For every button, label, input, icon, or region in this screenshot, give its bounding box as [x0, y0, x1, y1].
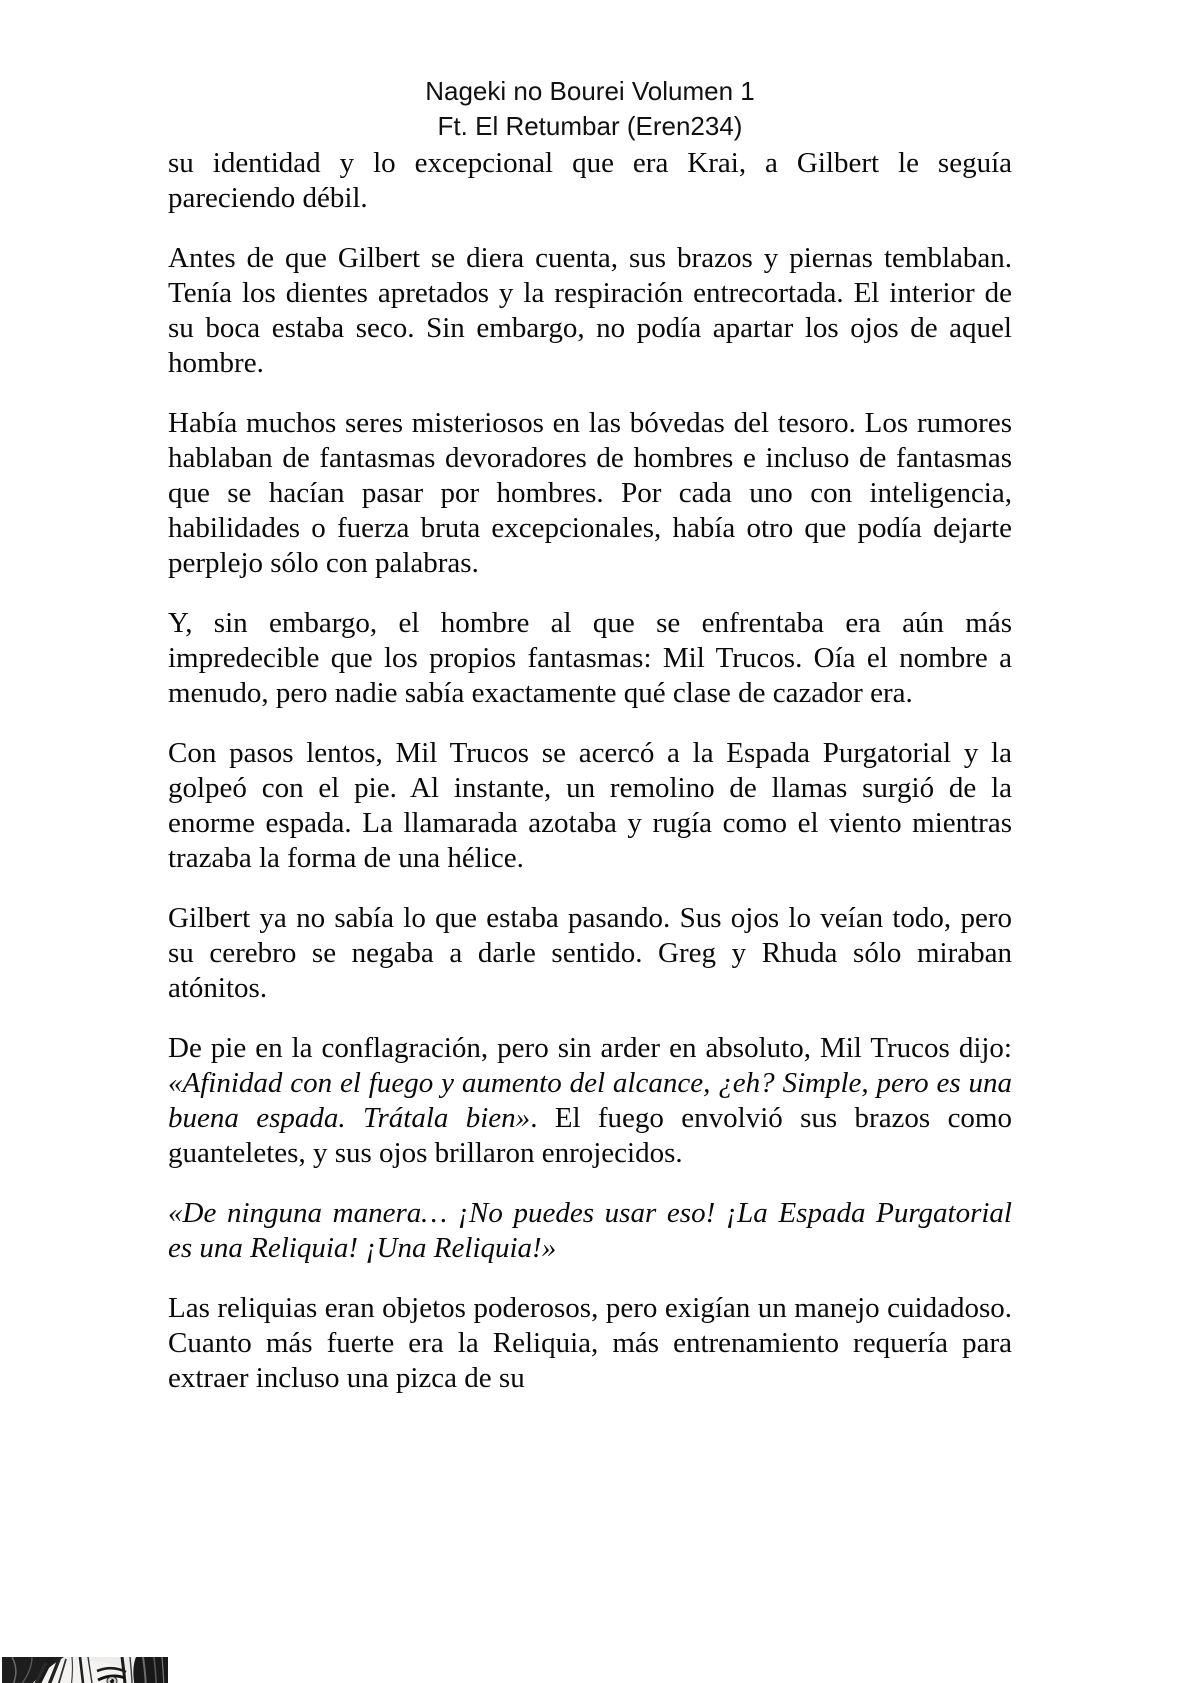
- document-title: Nageki no Bourei Volumen 1: [425, 76, 755, 106]
- text-segment: Y, sin embargo, el hombre al que se enfrentaba era aún más impredecible que los propios fantasmas: Mil Trucos. Oía el nombre a menudo, pero nadie sabía exactamente qué clase de cazador era.: [168, 607, 1012, 709]
- text-segment-italic: «De ninguna manera… ¡No puedes usar eso! ¡La Espada Purgatorial es una Reliquia! ¡Una Reliquia!»: [168, 1197, 1012, 1264]
- paragraph-8: [168, 1196, 1012, 1266]
- text-segment: Gilbert ya no sabía lo que estaba pasando. Sus ojos lo veían todo, pero su cerebro se negaba a darle sentido. Greg y Rhuda sólo miraban atónitos.: [168, 902, 1012, 1004]
- text-segment: De pie en la conflagración, pero sin arder en absoluto, Mil Trucos dijo:: [168, 1032, 1012, 1064]
- paragraph-5: [168, 736, 1012, 876]
- manga-face-illustration: [2, 1657, 168, 1683]
- paragraph-3: [168, 406, 1012, 581]
- paragraph-6: [168, 901, 1012, 1006]
- paragraph-2: [168, 241, 1012, 381]
- body-text: [168, 146, 1012, 1396]
- text-segment: Con pasos lentos, Mil Trucos se acercó a la Espada Purgatorial y la golpeó con el pie. Al instante, un remolino de llamas surgió de la enorme espada. La llamarada azotaba y rugía como el viento mientras trazaba la forma de una hélice.: [168, 737, 1012, 874]
- document-page: [0, 74, 1190, 1683]
- text-segment: . El fuego envolvió sus brazos como guanteletes, y sus ojos brillaron enrojecidos.: [168, 1102, 1012, 1169]
- paragraph-9: [168, 1291, 1012, 1396]
- paragraph-7: [168, 1031, 1012, 1171]
- page-header: [168, 74, 1012, 144]
- paragraph-1: [168, 146, 1012, 216]
- text-segment: Había muchos seres misteriosos en las bóvedas del tesoro. Los rumores hablaban de fantasmas devoradores de hombres e incluso de fantasmas que se hacían pasar por hombres. Por cada uno con inteligencia, habilidades o fuerza bruta excepcionales, había otro que podía dejarte perplejo sólo con palabras.: [168, 407, 1012, 579]
- text-segment: Antes de que Gilbert se diera cuenta, sus brazos y piernas temblaban. Tenía los dientes apretados y la respiración entrecortada. El interior de su boca estaba seco. Sin embargo, no podía apartar los ojos de aquel hombre.: [168, 242, 1012, 379]
- document-subtitle: Ft. El Retumbar (Eren234): [437, 111, 743, 141]
- text-segment: Las reliquias eran objetos poderosos, pero exigían un manejo cuidadoso. Cuanto más fuerte era la Reliquia, más entrenamiento requería para extraer incluso una pizca de su: [168, 1292, 1012, 1394]
- manga-face-art: [2, 1657, 168, 1683]
- paragraph-4: [168, 606, 1012, 711]
- text-segment: su identidad y lo excepcional que era Krai, a Gilbert le seguía pareciendo débil.: [168, 147, 1012, 214]
- text-segment-italic: «Afinidad con el fuego y aumento del alcance, ¿eh? Simple, pero es una buena espada. Trátala bien»: [168, 1067, 1012, 1134]
